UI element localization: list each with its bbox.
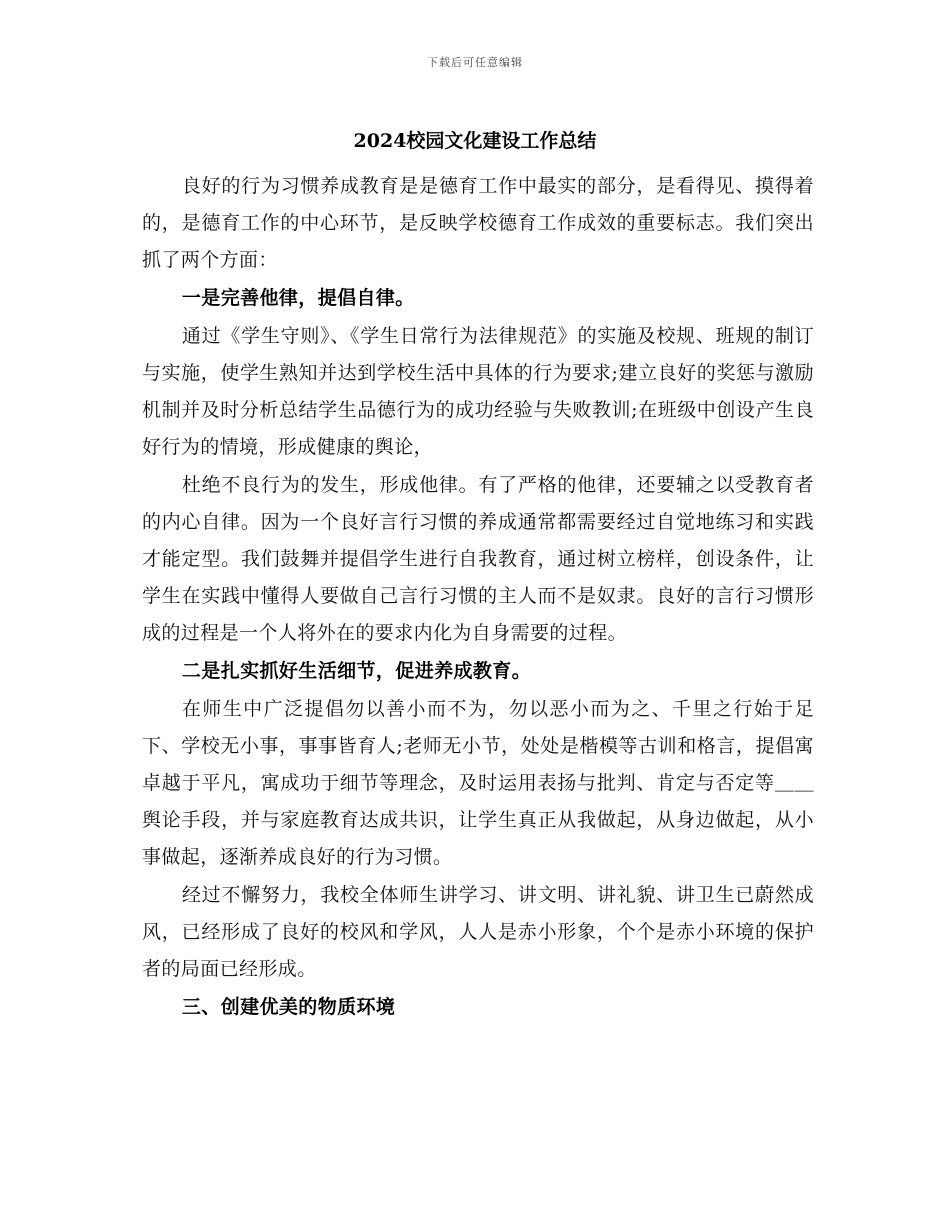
document-title: 2024校园文化建设工作总结	[353, 130, 597, 152]
paragraph: 在师生中广泛提倡勿以善小而不为，勿以恶小而为之、千里之行始于足下、学校无小事，事事皆育人;老师无小节，处处是楷模等古训和格言，提倡寓卓越于平凡，寓成功于细节等理念，及时运用表扬与批判、肯定与否定等＿＿舆论手段，并与家庭教育达成共识，让学生真正从我做起，从身边做起，从小事做起，逐渐养成良好的行为习惯。	[142, 698, 814, 868]
paragraph: 通过《学生守则》、《学生日常行为法律规范》的实施及校规、班规的制订与实施，使学生熟知并达到学校生活中具体的行为要求;建立良好的奖惩与激励机制并及时分析总结学生品德行为的成功经验与失败教训;在班级中创设产生良好行为的情境，形成健康的舆论，	[142, 325, 814, 458]
section-heading: 三、创建优美的物质环境	[181, 996, 396, 1018]
paragraph: 经过不懈努力，我校全体师生讲学习、讲文明、讲礼貌、讲卫生已蔚然成风，已经形成了良好的校风和学风，人人是赤小形象，个个是赤小环境的保护者的局面已经形成。	[142, 884, 814, 980]
section-heading: 一是完善他律，提倡自律。	[181, 287, 415, 309]
page-header-note: 下载后可任意编辑	[427, 56, 523, 69]
paragraph: 杜绝不良行为的发生，形成他律。有了严格的他律，还要辅之以受教育者的内心自律。因为一个良好言行习惯的养成通常都需要经过自觉地练习和实践才能定型。我们鼓舞并提倡学生进行自我教育，通过树立榜样，创设条件，让学生在实践中懂得人要做自己言行习惯的主人而不是奴隶。良好的言行习惯形成的过程是一个人将外在的要求内化为自身需要的过程。	[142, 474, 814, 644]
paragraph: 良好的行为习惯养成教育是是德育工作中最实的部分，是看得见、摸得着的，是德育工作的中心环节，是反映学校德育工作成效的重要标志。我们突出抓了两个方面：	[142, 175, 814, 271]
section-heading: 二是扎实抓好生活细节，促进养成教育。	[181, 660, 532, 682]
document-body	[142, 168, 814, 1027]
